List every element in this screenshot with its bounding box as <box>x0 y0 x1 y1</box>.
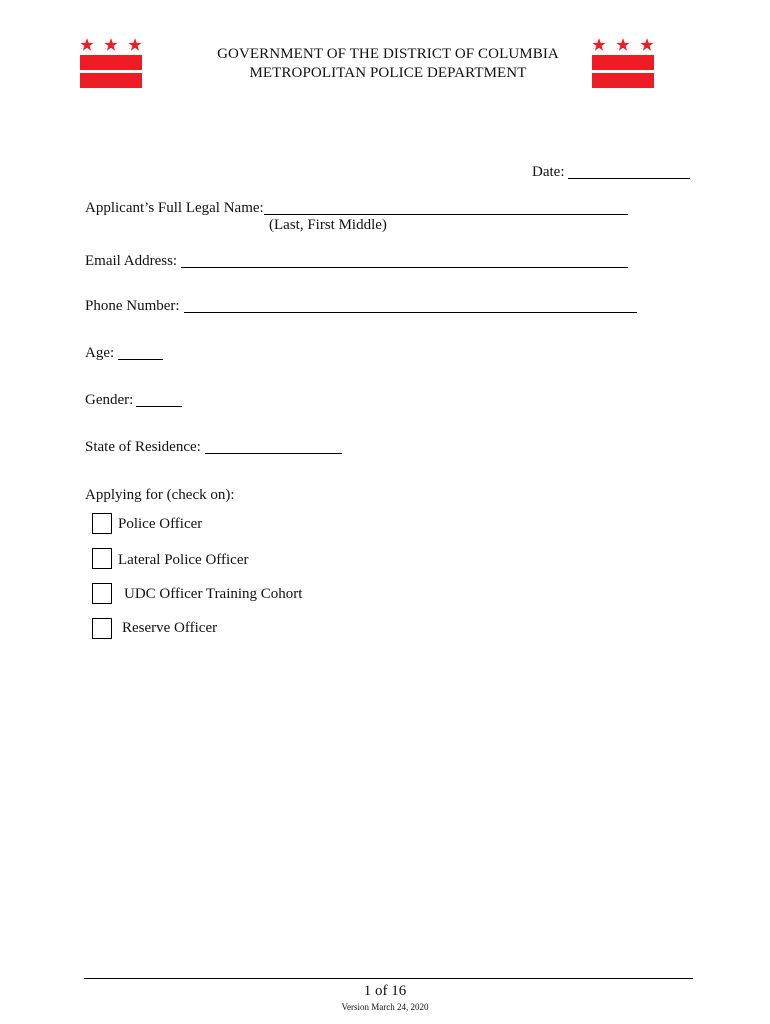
footer-rule <box>84 978 693 979</box>
police-officer-checkbox[interactable] <box>92 513 112 534</box>
date-field[interactable] <box>568 178 690 179</box>
date-label: Date: <box>532 164 565 180</box>
state-label: State of Residence: <box>85 439 201 455</box>
udc-officer-training-cohort-checkbox[interactable] <box>92 583 112 604</box>
lateral-police-officer-label: Lateral Police Officer <box>118 552 249 568</box>
applicant-name-hint: (Last, First Middle) <box>269 217 387 233</box>
applying-for-label: Applying for (check on): <box>85 487 235 503</box>
gender-field[interactable] <box>136 406 182 407</box>
header-government: GOVERNMENT OF THE DISTRICT OF COLUMBIA <box>217 46 559 62</box>
applicant-name-label: Applicant’s Full Legal Name: <box>85 200 264 216</box>
reserve-officer-label: Reserve Officer <box>122 620 218 636</box>
email-label: Email Address: <box>85 253 178 269</box>
gender-label: Gender: <box>85 392 134 408</box>
version-text: Version March 24, 2020 <box>341 1002 429 1012</box>
phone-field[interactable] <box>184 312 637 313</box>
reserve-officer-checkbox[interactable] <box>92 618 112 639</box>
applicant-name-field[interactable] <box>264 214 628 215</box>
state-field[interactable] <box>205 453 342 454</box>
phone-label: Phone Number: <box>85 298 180 314</box>
header-department: METROPOLITAN POLICE DEPARTMENT <box>249 65 527 81</box>
lateral-police-officer-checkbox[interactable] <box>92 548 112 569</box>
age-label: Age: <box>85 345 115 361</box>
dc-flag-left-icon <box>80 38 142 92</box>
police-officer-label: Police Officer <box>118 516 203 532</box>
udc-officer-training-cohort-label: UDC Officer Training Cohort <box>124 586 303 602</box>
age-field[interactable] <box>118 359 163 360</box>
page-number: 1 of 16 <box>363 983 407 999</box>
stars-icon <box>80 38 142 52</box>
email-field[interactable] <box>181 267 628 268</box>
